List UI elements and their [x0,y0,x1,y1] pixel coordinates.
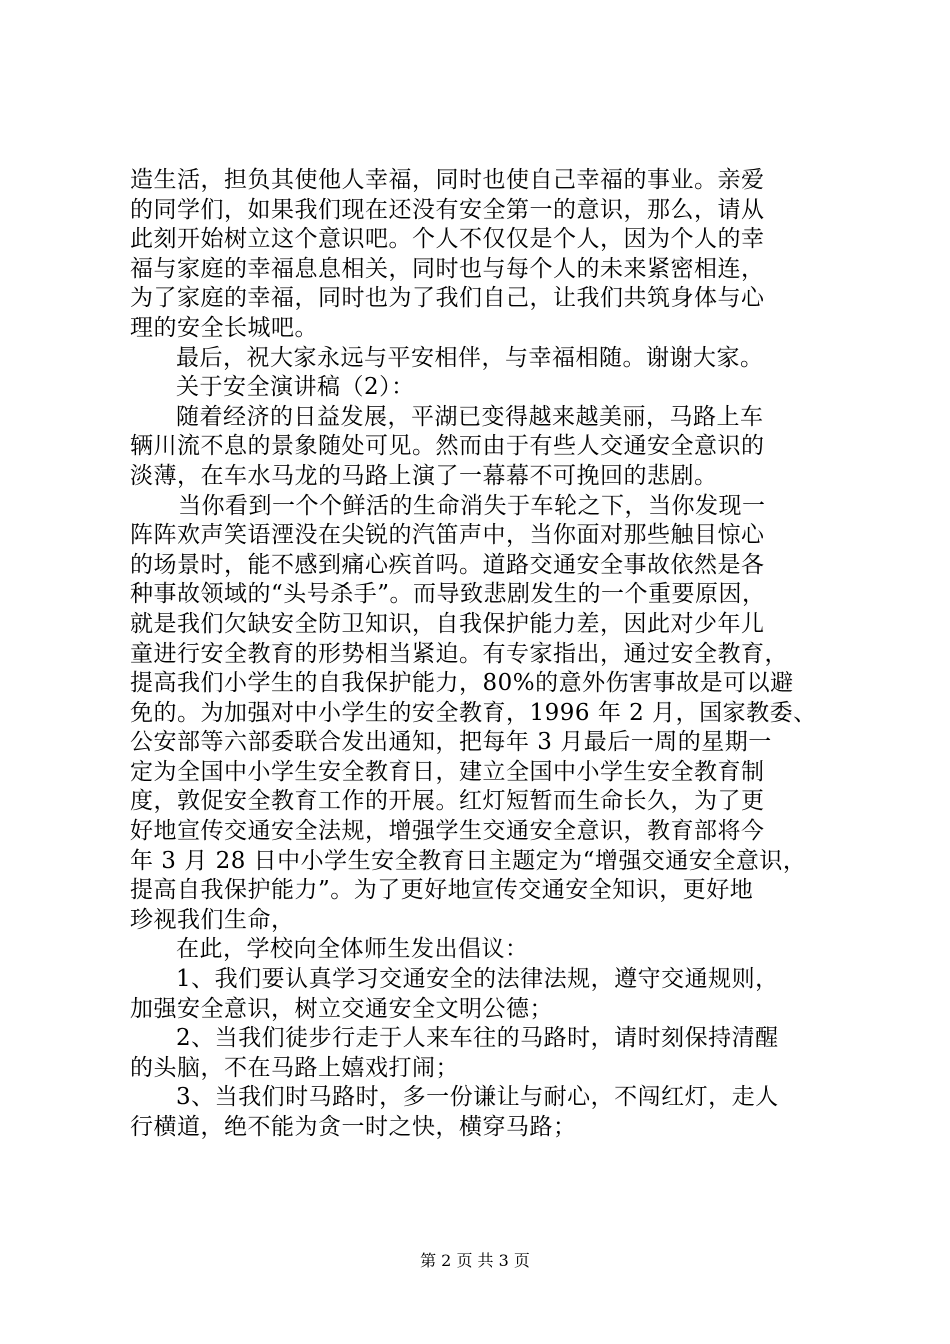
text-line: 好地宣传交通安全法规，增强学生交通安全意识，教育部将今 [130,818,765,845]
section-heading: 关于安全演讲稿（2）： [176,374,415,401]
text-line: 在此，学校向全体师生发出倡议： [176,936,529,963]
text-line: 年 3 月 28 日中小学生安全教育日主题定为“增强交通安全意识， [130,847,807,874]
text-line: 造生活，担负其使他人幸福，同时也使自己幸福的事业。亲爱 [130,167,765,193]
text-line: 公安部等六部委联合发出通知，把每年 3 月最后一周的星期一 [130,729,772,756]
list-item: 1、我们要认真学习交通安全的法律法规，遵守交通规则， [176,966,779,993]
text-line: 行横道，绝不能为贪一时之快，横穿马路； [130,1114,577,1140]
text-line: 的场景时，能不感到痛心疾首吗。道路交通安全事故依然是各 [130,551,765,578]
text-line: 加强安全意识，树立交通安全文明公德； [130,995,553,1022]
text-line: 免的。为加强对中小学生的安全教育，1996 年 2 月，国家教委、 [130,699,817,726]
page-footer: 第 2 页 共 3 页 [420,1251,530,1270]
body-text [130,166,830,1143]
text-line: 度，敦促安全教育工作的开展。红灯短暂而生命长久，为了更 [130,788,765,815]
text-line: 珍视我们生命， [130,906,295,933]
text-line: 提高我们小学生的自我保护能力，80%的意外伤害事故是可以避 [130,670,794,697]
text-line: 的头脑，不在马路上嬉戏打闹； [130,1054,459,1081]
text-line: 理的安全长城吧。 [130,314,318,341]
text-line: 为了家庭的幸福，同时也为了我们自己，让我们共筑身体与心 [130,285,765,312]
text-line: 随着经济的日益发展，平湖已变得越来越美丽，马路上车 [176,403,764,430]
text-line: 童进行安全教育的形势相当紧迫。有专家指出，通过安全教育， [130,640,788,667]
text-line: 阵阵欢声笑语湮没在尖锐的汽笛声中，当你面对那些触目惊心 [130,522,765,549]
text-line: 淡薄，在车水马龙的马路上演了一幕幕不可挽回的悲剧。 [130,462,718,489]
text-line: 当你看到一个个鲜活的生命消失于车轮之下，当你发现一 [178,492,766,519]
list-item: 3、当我们时马路时，多一份谦让与耐心，不闯红灯，走人 [176,1084,779,1111]
text-line: 定为全国中小学生安全教育日，建立全国中小学生安全教育制 [130,758,765,785]
text-line: 辆川流不息的景象随处可见。然而由于有些人交通安全意识的 [130,433,765,460]
text-line: 种事故领域的“头号杀手”。而导致悲剧发生的一个重要原因， [130,581,766,608]
text-line: 就是我们欠缺安全防卫知识，自我保护能力差，因此对少年儿 [130,610,765,637]
text-line: 提高自我保护能力”。为了更好地宣传交通安全知识，更好地 [130,877,754,904]
list-item: 2、当我们徒步行走于人来车往的马路时，请时刻保持清醒 [176,1025,779,1052]
text-line: 最后，祝大家永远与平安相伴，与幸福相随。谢谢大家。 [176,344,764,371]
text-line: 此刻开始树立这个意识吧。个人不仅仅是个人，因为个人的幸 [130,226,765,253]
text-line: 的同学们，如果我们现在还没有安全第一的意识，那么，请从 [130,196,765,223]
text-line: 福与家庭的幸福息息相关，同时也与每个人的未来紧密相连， [130,255,765,282]
